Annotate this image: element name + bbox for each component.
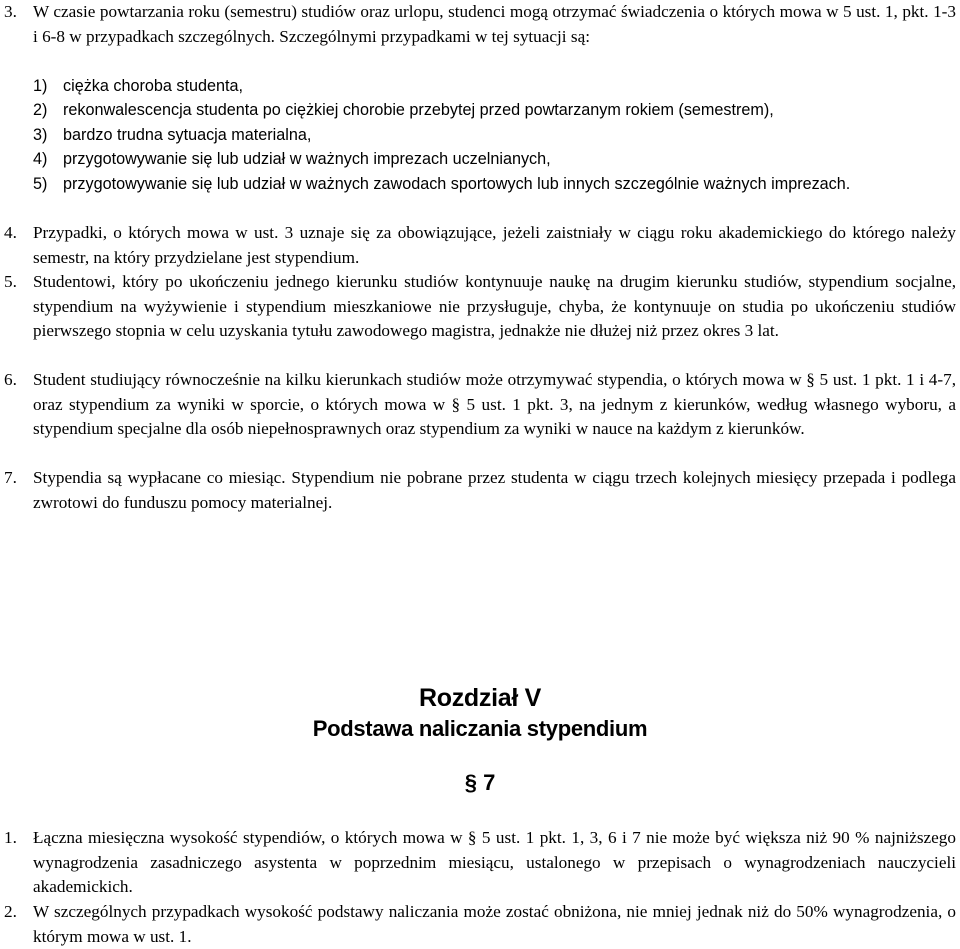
section-text: Studentowi, który po ukończeniu jednego kierunku studiów kontynuuje naukę na drugim kierunku studiów, stypendium socjalne, stypendium na wyżywienie i stypendium mieszkaniowe nie przysługuje, chyba, że kontynuuje on studia po ukończeniu studiów pierwszego stopnia w celu uzyskania tytułu zawodowego magistra, jednakże nie dłużej niż przez okres 3 lat. (33, 272, 956, 341)
section-4 (4, 221, 956, 270)
section-text: W szczególnych przypadkach wysokość podstawy naliczania może zostać obniżona, nie mniej jednak niż do 50% wynagrodzenia, o którym mowa w ust. 1. (33, 902, 956, 946)
list-item-text: przygotowywanie się lub udział w ważnych zawodach sportowych lub innych szczególnie ważnych imprezach. (63, 175, 851, 193)
list-item (33, 123, 311, 148)
list-item-number: 1) (33, 77, 48, 95)
section-6 (4, 368, 956, 442)
chapter-subtitle: Podstawa naliczania stypendium (312, 716, 648, 741)
list-item (33, 98, 774, 123)
section-number: 3. (4, 2, 17, 21)
list-item-text: przygotowywanie się lub udział w ważnych imprezach uczelnianych, (63, 150, 551, 168)
section-number: 6. (4, 370, 17, 389)
list-item-number: 2) (33, 101, 48, 119)
section-new-1 (4, 826, 956, 900)
list-item-text: rekonwalescencja studenta po ciężkiej chorobie przebytej przed powtarzanym rokiem (semestrem), (63, 101, 774, 119)
list-item-number: 4) (33, 150, 48, 168)
section-7 (4, 466, 956, 515)
paragraph-number: 7 (483, 770, 496, 795)
list-item-number: 5) (33, 175, 48, 193)
list-item (33, 74, 243, 99)
section-number: 1. (4, 828, 17, 847)
paragraph-heading (0, 770, 960, 796)
section-new-2 (4, 900, 956, 949)
section-text: W czasie powtarzania roku (semestru) studiów oraz urlopu, studenci mogą otrzymać świadczenia o których mowa w 5 ust. 1, pkt. 1-3 i 6-8 w przypadkach szczególnych. Szczególnymi przypadkami w tej sytuacji są: (33, 2, 956, 46)
list-item (33, 147, 551, 172)
section-5 (4, 270, 956, 344)
section-text: Łączna miesięczna wysokość stypendiów, o których mowa w § 5 ust. 1 pkt. 1, 3, 6 i 7 nie może być większa niż 90 % najniższego wynagrodzenia zasadniczego asystenta w poprzednim miesiącu, ustalonego w przepisach o wynagrodzeniach nauczycieli akademickich. (33, 828, 956, 897)
list-item-text: bardzo trudna sytuacja materialna, (63, 126, 312, 144)
section-text: Przypadki, o których mowa w ust. 3 uznaje się za obowiązujące, jeżeli zaistniały w ciągu roku akademickiego do którego należy semestr, na który przydzielane jest stypendium. (33, 223, 956, 267)
list-item-number: 3) (33, 126, 48, 144)
list-item-text: ciężka choroba studenta, (63, 77, 243, 95)
section-number: 2. (4, 902, 17, 921)
section-text: Stypendia są wypłacane co miesiąc. Stypendium nie pobrane przez studenta w ciągu trzech kolejnych miesięcy przepada i podlega zwrotowi do funduszu pomocy materialnej. (33, 468, 956, 512)
chapter-title: Rozdział V (418, 684, 541, 712)
list-item (33, 172, 955, 197)
section-number: 7. (4, 468, 17, 487)
section-number: 5. (4, 272, 17, 291)
section-text: Student studiujący równocześnie na kilku kierunkach studiów może otrzymywać stypendia, o których mowa w § 5 ust. 1 pkt. 1 i 4-7, oraz stypendium za wyniki w sporcie, o których mowa w § 5 ust. 1 pkt. 3, na jednym z kierunków, według własnego wyboru, a stypendium specjalne dla osób niepełnosprawnych oraz stypendium za wyniki w nauce na każdym z kierunków. (33, 370, 956, 439)
section-number: 4. (4, 223, 17, 242)
section-3 (4, 0, 956, 49)
paragraph-sign: § (464, 770, 477, 795)
